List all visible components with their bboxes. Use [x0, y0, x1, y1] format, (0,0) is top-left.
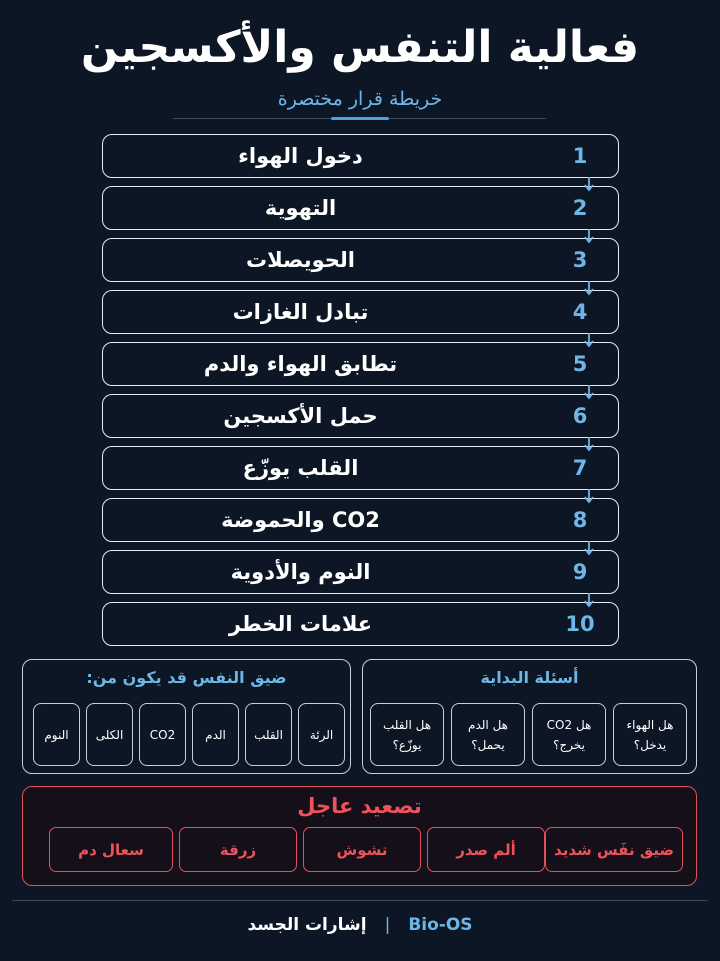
step-number: 10 — [565, 612, 595, 636]
step-number: 6 — [572, 404, 588, 428]
cause-cell: القلب — [245, 703, 292, 766]
arrow-down-icon — [582, 592, 596, 608]
arrow-down-icon — [582, 332, 596, 348]
cause-cell: الرئة — [298, 703, 345, 766]
urgent-item: سعال دم — [49, 827, 173, 872]
step-label: التهوية — [264, 196, 337, 220]
urgent-item: ضيق نفَس شديد — [545, 827, 683, 872]
page-subtitle: خريطة قرار مختصرة — [277, 88, 443, 110]
step-number: 3 — [572, 248, 588, 272]
subtitle-divider-accent — [331, 117, 389, 120]
arrow-down-icon — [582, 176, 596, 192]
step-box-4 — [102, 290, 619, 334]
step-label: حمل الأكسجين — [223, 404, 378, 428]
step-box-1 — [102, 134, 619, 178]
step-label: الحويصلات — [246, 248, 356, 272]
arrow-down-icon — [582, 488, 596, 504]
step-number: 2 — [572, 196, 588, 220]
cause-cell: الكلى — [86, 703, 133, 766]
step-box-2 — [102, 186, 619, 230]
step-box-6 — [102, 394, 619, 438]
step-number: 8 — [572, 508, 588, 532]
step-label: القلب يوزّع — [242, 456, 359, 480]
cause-cell: CO2 — [139, 703, 186, 766]
step-label: النوم والأدوية — [230, 560, 371, 584]
step-box-3 — [102, 238, 619, 282]
question-cell: هل CO2 يخرج؟ — [532, 703, 606, 766]
cause-cell: النوم — [33, 703, 80, 766]
urgent-item: ألم صدر — [427, 827, 545, 872]
arrow-down-icon — [582, 280, 596, 296]
step-label: دخول الهواء — [238, 144, 363, 168]
step-label: تطابق الهواء والدم — [203, 352, 398, 376]
step-label: CO2 والحموضة — [221, 508, 380, 532]
arrow-down-icon — [582, 228, 596, 244]
step-box-10 — [102, 602, 619, 646]
step-box-9 — [102, 550, 619, 594]
step-box-7 — [102, 446, 619, 490]
questions-panel-title: أسئلة البداية — [480, 668, 579, 687]
step-number: 7 — [572, 456, 588, 480]
step-label: تبادل الغازات — [232, 300, 369, 324]
footer-divider — [12, 900, 708, 901]
question-cell: هل القلب يوزّع؟ — [370, 703, 444, 766]
footer — [0, 911, 720, 939]
step-number: 5 — [572, 352, 588, 376]
step-number: 9 — [572, 560, 588, 584]
urgent-item: تشوش — [303, 827, 421, 872]
causes-panel — [22, 659, 351, 774]
arrow-down-icon — [582, 384, 596, 400]
footer-separator: | — [384, 915, 391, 935]
arrow-down-icon — [582, 540, 596, 556]
question-cell: هل الدم يحمل؟ — [451, 703, 525, 766]
arrow-down-icon — [582, 436, 596, 452]
urgent-item: زرقة — [179, 827, 297, 872]
step-number: 4 — [572, 300, 588, 324]
step-label: علامات الخطر — [228, 612, 373, 636]
cause-cell: الدم — [192, 703, 239, 766]
footer-brand: Bio-OS — [408, 915, 473, 935]
step-number: 1 — [572, 144, 588, 168]
causes-panel-title: ضيق النفس قد يكون من: — [86, 668, 287, 687]
page-title: فعالية التنفس والأكسجين — [80, 22, 640, 73]
footer-tagline: إشارات الجسد — [247, 915, 367, 935]
step-box-8 — [102, 498, 619, 542]
question-cell: هل الهواء يدخل؟ — [613, 703, 687, 766]
questions-panel — [362, 659, 697, 774]
urgent-panel — [22, 786, 697, 886]
urgent-panel-title: تصعيد عاجل — [297, 794, 422, 818]
step-box-5 — [102, 342, 619, 386]
